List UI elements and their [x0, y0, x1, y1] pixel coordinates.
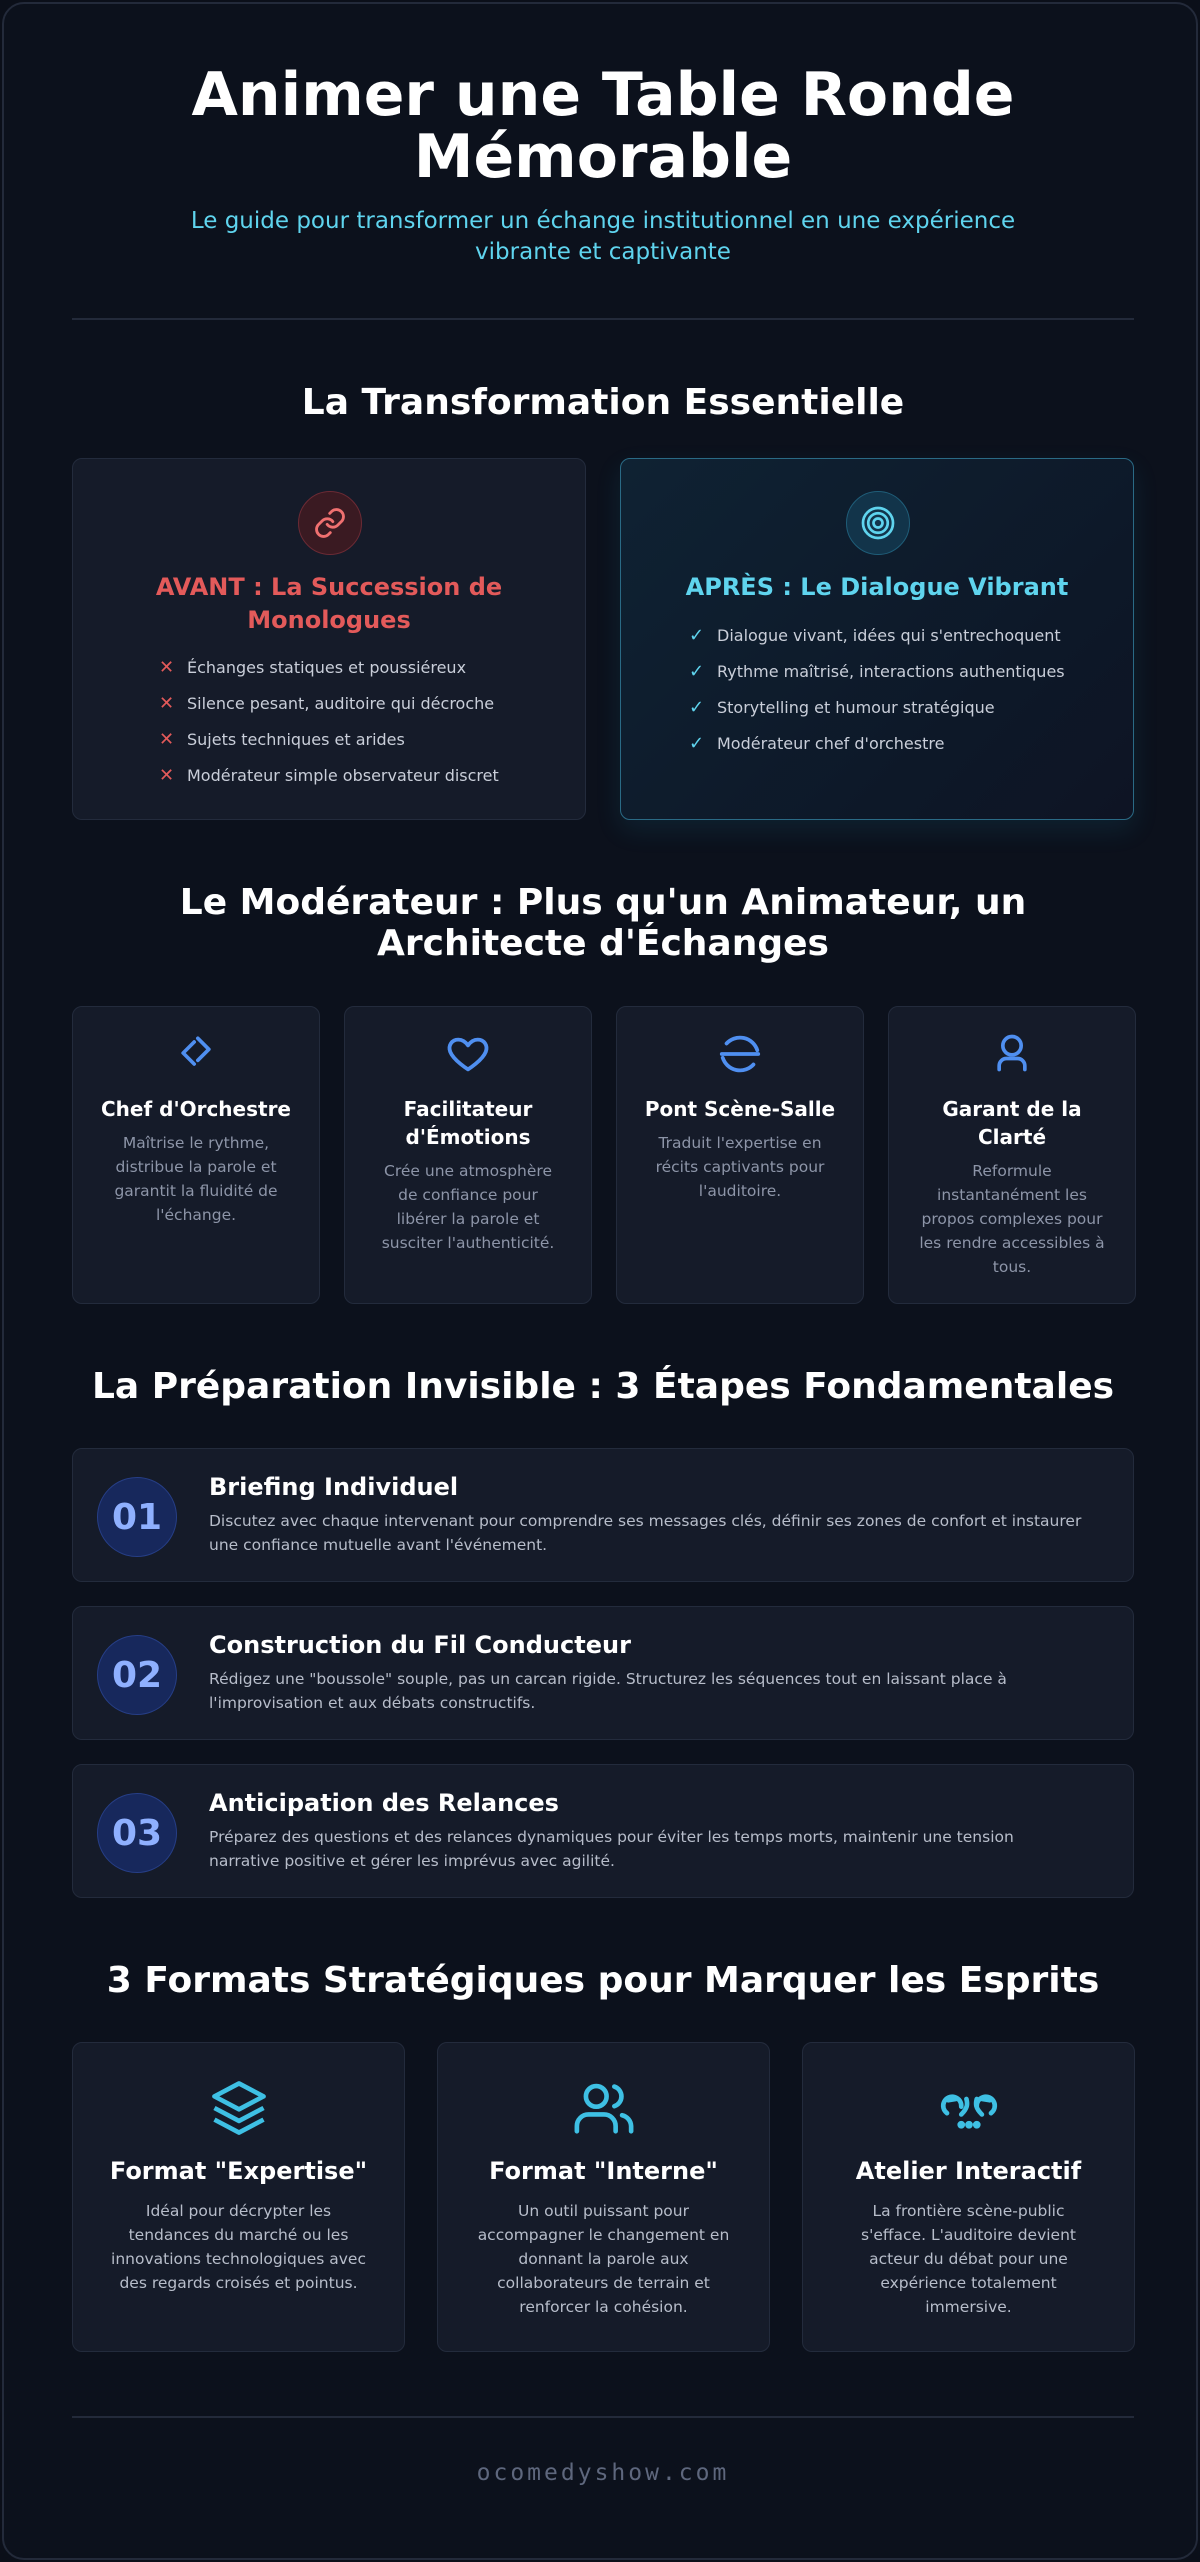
format-title: Format "Interne" — [489, 2157, 718, 2185]
check-icon: ✓ — [689, 660, 705, 682]
role-title-line: Garant de la — [942, 1097, 1082, 1121]
page-title-line-1: Animer une Table Ronde — [191, 60, 1015, 130]
bridge-icon — [617, 1031, 863, 1077]
page-frame — [2, 2, 1198, 2560]
formats-title: 3 Formats Stratégiques pour Marquer les Esprits — [106, 1960, 1100, 2001]
link-dots-icon — [803, 2077, 1134, 2139]
cross-icon: ✕ — [159, 728, 175, 750]
after-item-text: Storytelling et humour stratégique — [717, 697, 995, 717]
format-card-atelier — [802, 2042, 1135, 2352]
format-text-line: des regards croisés et pointus. — [119, 2274, 358, 2292]
after-item-text: Modérateur chef d'orchestre — [717, 733, 945, 753]
step-number: 02 — [97, 1635, 177, 1715]
moderator-title-line-2: Architecte d'Échanges — [377, 923, 829, 964]
before-list — [159, 649, 499, 793]
page-subtitle — [72, 206, 1134, 268]
role-text-line: libérer la parole et — [396, 1210, 540, 1228]
role-text-line: distribue la parole et — [115, 1158, 277, 1176]
step-title: Anticipation des Relances — [209, 1789, 559, 1817]
step-text-line: Discutez avec chaque intervenant pour comprendre ses messages clés, définir ses zones de confort et instaurer — [209, 1512, 1082, 1530]
cross-icon: ✕ — [159, 656, 175, 678]
page-title — [72, 60, 1134, 192]
step-description — [209, 1509, 1109, 1557]
format-text-line: Un outil puissant pour — [518, 2202, 689, 2220]
step-card-3 — [72, 1764, 1134, 1898]
step-text-line: narrative positive et gérer les imprévus avec agilité. — [209, 1852, 615, 1870]
list-item — [689, 689, 1065, 725]
format-title: Format "Expertise" — [109, 2157, 368, 2185]
format-text-line: tendances du marché ou les — [128, 2226, 349, 2244]
role-card-pont-scene-salle — [616, 1006, 864, 1304]
format-text-line: La frontière scène-public — [872, 2202, 1065, 2220]
before-item-text: Modérateur simple observateur discret — [187, 765, 499, 785]
role-text-line: les rendre accessibles à — [919, 1234, 1105, 1252]
users-icon — [438, 2077, 769, 2139]
step-text-line: Rédigez une "boussole" souple, pas un carcan rigide. Structurez les séquences tout en laissant place à — [209, 1670, 1007, 1688]
role-text-line: récits captivants pour — [655, 1158, 825, 1176]
before-item-text: Sujets techniques et arides — [187, 729, 405, 749]
page-title-line-2: Mémorable — [413, 122, 793, 192]
list-item — [159, 649, 499, 685]
role-title — [631, 1095, 849, 1123]
before-card — [72, 458, 586, 820]
role-title — [87, 1095, 305, 1123]
before-item-text: Silence pesant, auditoire qui décroche — [187, 693, 495, 713]
role-title — [359, 1095, 577, 1151]
check-icon: ✓ — [689, 732, 705, 754]
moderator-title — [72, 882, 1134, 964]
link-icon — [298, 491, 362, 555]
role-description — [365, 1159, 571, 1255]
step-description — [209, 1667, 1109, 1715]
role-text-line: susciter l'authenticité. — [381, 1234, 555, 1252]
before-title-line-1: AVANT : La Succession de — [155, 573, 503, 601]
list-item — [689, 653, 1065, 689]
role-description — [909, 1159, 1115, 1279]
format-title: Atelier Interactif — [855, 2157, 1082, 2185]
format-card-interne — [437, 2042, 770, 2352]
role-card-garant-clarte — [888, 1006, 1136, 1304]
role-title-line: Clarté — [977, 1125, 1047, 1149]
role-text-line: instantanément les — [937, 1186, 1087, 1204]
page-subtitle-line-2: vibrante et captivante — [475, 239, 731, 265]
role-text-line: propos complexes pour — [921, 1210, 1103, 1228]
step-card-1 — [72, 1448, 1134, 1582]
role-title-line: d'Émotions — [405, 1125, 531, 1149]
format-text-line: accompagner le changement en — [477, 2226, 730, 2244]
format-text-line: collaborateurs de terrain et — [497, 2274, 710, 2292]
format-text-line: innovations technologiques avec — [111, 2250, 366, 2268]
role-text-line: tous. — [992, 1258, 1032, 1276]
list-item — [159, 721, 499, 757]
format-card-expertise — [72, 2042, 405, 2352]
footer-link[interactable]: ocomedyshow.com — [476, 2460, 730, 2486]
step-text-line: une confiance mutuelle avant l'événement. — [209, 1536, 548, 1554]
step-description — [209, 1825, 1109, 1873]
step-card-2 — [72, 1606, 1134, 1740]
format-text-line: Idéal pour décrypter les — [145, 2202, 332, 2220]
check-icon: ✓ — [689, 696, 705, 718]
format-description — [833, 2199, 1104, 2319]
target-icon — [846, 491, 910, 555]
role-title-line: Chef d'Orchestre — [101, 1097, 291, 1121]
moderator-title-line-1: Le Modérateur : Plus qu'un Animateur, un — [179, 882, 1027, 923]
format-text-line: donnant la parole aux — [518, 2250, 689, 2268]
format-text-line: immersive. — [925, 2298, 1012, 2316]
role-text-line: l'échange. — [155, 1206, 237, 1224]
preparation-title: La Préparation Invisible : 3 Étapes Fondamentales — [91, 1366, 1115, 1407]
list-item — [689, 617, 1065, 653]
role-text-line: de confiance pour — [398, 1186, 538, 1204]
role-card-facilitateur — [344, 1006, 592, 1304]
role-text-line: Reformule — [972, 1162, 1052, 1180]
check-icon: ✓ — [689, 624, 705, 646]
before-title-line-2: Monologues — [247, 606, 411, 634]
role-title — [903, 1095, 1121, 1151]
cross-icon: ✕ — [159, 764, 175, 786]
role-description — [93, 1131, 299, 1227]
step-text-line: Préparez des questions et des relances dynamiques pour éviter les temps morts, maintenir une tension — [209, 1828, 1014, 1846]
format-text-line: s'efface. L'auditoire devient — [861, 2226, 1076, 2244]
step-title: Briefing Individuel — [209, 1473, 459, 1501]
page-subtitle-line-1: Le guide pour transformer un échange institutionnel en une expérience — [190, 208, 1016, 234]
cross-icon: ✕ — [159, 692, 175, 714]
after-card — [620, 458, 1134, 820]
layers-icon — [73, 2077, 404, 2139]
role-text-line: l'auditoire. — [698, 1182, 782, 1200]
header-divider — [72, 318, 1134, 320]
before-item-text: Échanges statiques et poussiéreux — [187, 657, 467, 677]
role-title-line: Pont Scène-Salle — [644, 1097, 836, 1121]
list-item — [159, 757, 499, 793]
step-number: 03 — [97, 1793, 177, 1873]
role-text-line: Maîtrise le rythme, — [122, 1134, 270, 1152]
format-text-line: expérience totalement — [880, 2274, 1057, 2292]
role-text-line: Traduit l'expertise en — [658, 1134, 822, 1152]
role-text-line: Crée une atmosphère — [384, 1162, 552, 1180]
format-description — [103, 2199, 374, 2295]
step-number: 01 — [97, 1477, 177, 1557]
heart-icon — [345, 1031, 591, 1077]
role-description — [637, 1131, 843, 1203]
format-text-line: acteur du débat pour une — [869, 2250, 1068, 2268]
before-title — [73, 571, 585, 637]
role-title-line: Facilitateur — [403, 1097, 533, 1121]
list-item — [159, 685, 499, 721]
after-item-text: Rythme maîtrisé, interactions authentiques — [717, 661, 1065, 681]
footer-divider — [72, 2416, 1134, 2418]
list-item — [689, 725, 1065, 761]
role-card-chef-orchestre — [72, 1006, 320, 1304]
after-title: APRÈS : Le Dialogue Vibrant — [685, 573, 1069, 601]
role-text-line: garantit la fluidité de — [114, 1182, 278, 1200]
arrows-exchange-icon — [73, 1031, 319, 1075]
after-item-text: Dialogue vivant, idées qui s'entrechoquent — [717, 625, 1061, 645]
step-title: Construction du Fil Conducteur — [209, 1631, 631, 1659]
user-icon — [889, 1031, 1135, 1075]
after-list — [689, 617, 1065, 761]
format-text-line: renforcer la cohésion. — [519, 2298, 688, 2316]
format-description — [468, 2199, 739, 2319]
transformation-title: La Transformation Essentielle — [301, 382, 905, 423]
step-text-line: l'improvisation et aux débats constructifs. — [209, 1694, 536, 1712]
